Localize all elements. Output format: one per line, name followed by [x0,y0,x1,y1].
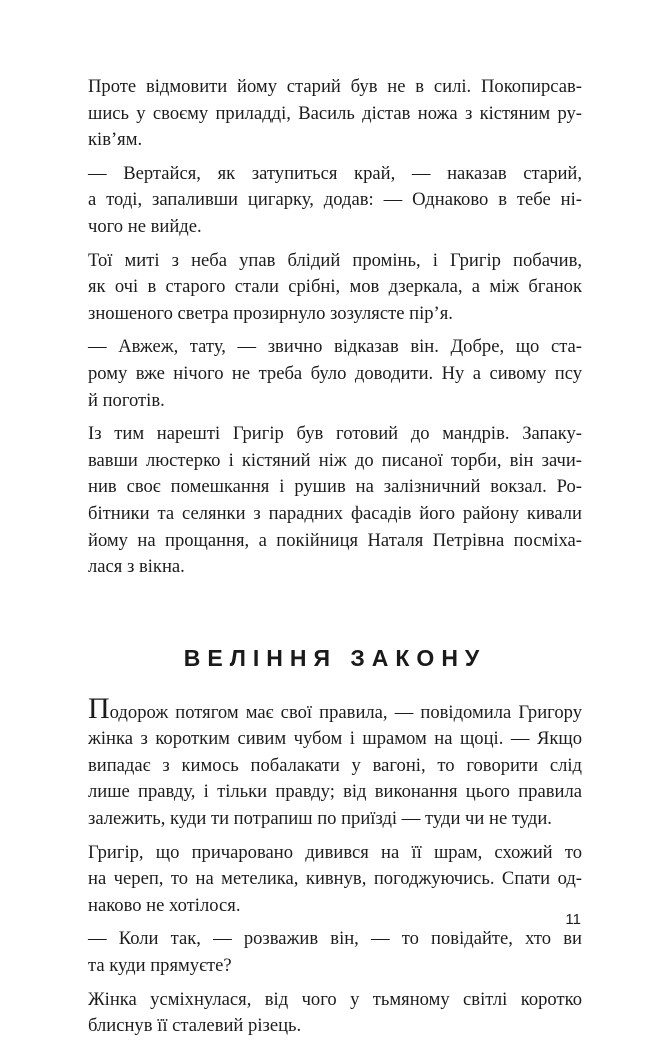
text-line: нив своє помешкання і рушив на залізничний вокзал. Ро- [88,476,582,498]
text-line: Тої миті з неба упав блідий промінь, і Григір побачив, [88,249,582,271]
paragraph [88,840,582,920]
text-line: Проте відмовити йому старий був не в силі. Покопирсав- [88,76,582,97]
text-line: лише правду, і тільки правду; від виконання цього правила [88,781,582,803]
drop-cap: П [88,691,110,725]
text-line: Жінка усміхнулася, від чого у тьмяному світлі коротко [88,988,582,1010]
text-line: Із тим нарешті Григір був готовий до мандрів. Запаку- [88,423,582,445]
text-line: шись у своєму приладді, Василь дістав ножа з кістяним ру- [88,102,582,124]
text-line: ків’ям. [88,129,143,151]
text-line: чого не вийде. [88,215,202,237]
section-text [88,74,582,581]
paragraph-gap [88,154,582,161]
text-line: та куди прямуєте? [88,955,232,977]
paragraph-gap [88,919,582,926]
text-line: — Авжеж, тату, — звично відказав він. Добре, що ста- [88,336,582,358]
text-line: рому вже нічого не треба було доводити. Ну а сивому псу [88,362,582,384]
page-body [88,74,582,1040]
paragraph [88,248,582,328]
paragraph [88,334,582,414]
chapter-heading: ВЕЛІННЯ ЗАКОНУ [183,644,487,671]
paragraph-gap [88,241,582,248]
text-line [88,691,582,727]
first-line-text: одорож потягом має свої правила, — повідомила Григору [109,701,582,723]
text-line: вавши люстерко і кістяний ніж до писаної торби, він зачи- [88,449,582,471]
paragraph [88,161,582,241]
chapter-text [88,691,582,1040]
paragraph-gap [88,833,582,840]
paragraph [88,926,582,979]
text-line: зношеного светра прозирнуло зозулясте пір’я. [88,302,453,324]
text-line: жінка з коротким сивим чубом і шрамом на щоці. — Якщо [88,728,582,750]
paragraph [88,74,582,154]
paragraph-gap [88,327,582,334]
text-line: — Вертайся, як затупиться край, — наказав старий, [88,162,582,184]
paragraph [88,987,582,1040]
paragraph [88,421,582,581]
page-number: 11 [565,911,581,928]
text-line: лася з вікна. [88,556,185,578]
paragraph-gap [88,980,582,987]
text-line: випадає з кимось побалакати у вагоні, то говорити слід [88,754,582,776]
text-line: Григір, що причаровано дивився на її шрам, схожий то [88,841,582,863]
paragraph [88,691,582,833]
text-line: залежить, куди ти потрапиш по приїзді — туди чи не туди. [88,808,552,830]
text-line: як очі в старого стали срібні, мов дзеркала, а між бганок [88,276,582,298]
text-line: йому на прощання, а покійниця Наталя Петрівна посміха- [88,529,582,551]
text-line: на череп, то на метелика, кивнув, погоджуючись. Спати од- [88,868,582,890]
text-line: й поготів. [88,389,165,411]
text-line: бітники та селянки з парадних фасадів його району кивали [88,502,582,524]
text-line: — Коли так, — розважив він, — то повідайте, хто ви [88,928,582,950]
text-line: а тоді, запаливши цигарку, додав: — Однаково в тебе ні- [88,189,582,211]
text-line: наково не хотілося. [88,894,241,916]
paragraph-gap [88,414,582,421]
text-line: блиснув її сталевий різець. [88,1015,302,1037]
